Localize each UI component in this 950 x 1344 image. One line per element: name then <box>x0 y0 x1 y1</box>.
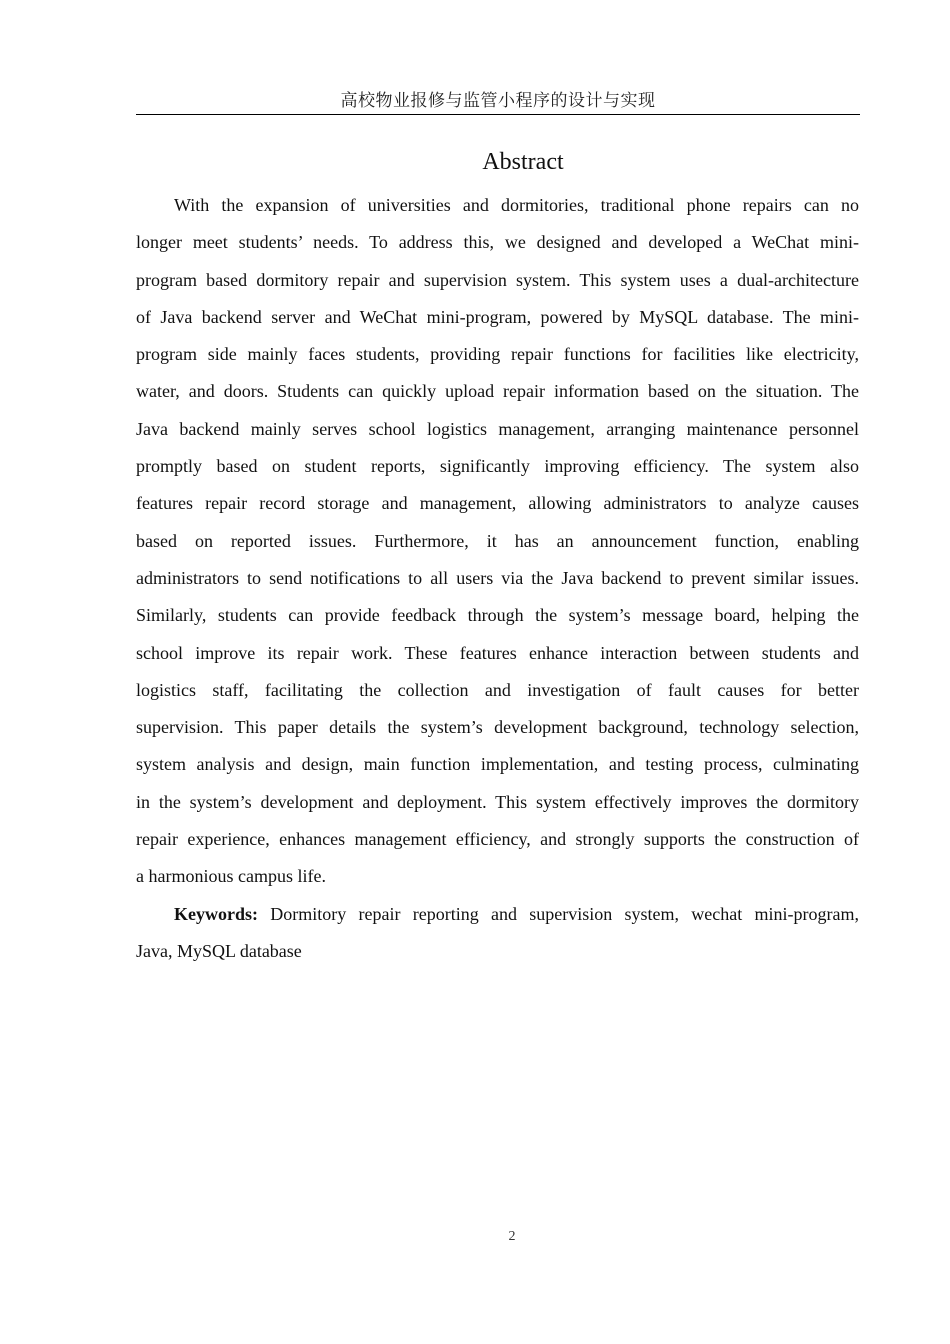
abstract-line: school improve its repair work. These features enhance interaction between students and <box>136 642 859 663</box>
keywords-continuation: Java, MySQL database <box>136 940 302 961</box>
abstract-line: system analysis and design, main function implementation, and testing process, culminating <box>136 754 859 775</box>
abstract-body <box>136 187 859 970</box>
abstract-line: features repair record storage and management, allowing administrators to analyze causes <box>136 493 859 514</box>
abstract-line: a harmonious campus life. <box>136 866 326 887</box>
abstract-line: logistics staff, facilitating the collection and investigation of fault causes for better <box>136 679 859 700</box>
keywords-text: Dormitory repair reporting and supervision system, wechat mini-program, <box>258 903 859 924</box>
abstract-line: Similarly, students can provide feedback through the system’s message board, helping the <box>136 605 859 626</box>
keywords-line <box>136 896 859 933</box>
abstract-line: administrators to send notifications to all users via the Java backend to prevent similar issues. <box>136 567 859 588</box>
abstract-heading: Abstract <box>482 149 564 175</box>
abstract-line: program based dormitory repair and supervision system. This system uses a dual-architecture <box>136 269 859 290</box>
abstract-line: With the expansion of universities and dormitories, traditional phone repairs can no <box>174 195 859 215</box>
abstract-line: water, and doors. Students can quickly upload repair information based on the situation. The <box>136 381 859 402</box>
abstract-line: based on reported issues. Furthermore, it has an announcement function, enabling <box>136 530 859 551</box>
abstract-line: program side mainly faces students, providing repair functions for facilities like electricity, <box>136 344 859 365</box>
page-number: 2 <box>508 1229 516 1244</box>
keywords-label: Keywords: <box>174 903 258 924</box>
abstract-line: repair experience, enhances management efficiency, and strongly supports the construction of <box>136 829 859 850</box>
abstract-line: Java backend mainly serves school logistics management, arranging maintenance personnel <box>136 418 859 439</box>
abstract-line: longer meet students’ needs. To address this, we designed and developed a WeChat mini- <box>136 232 859 253</box>
abstract-line: promptly based on student reports, significantly improving efficiency. The system also <box>136 456 859 477</box>
abstract-line: supervision. This paper details the system’s development background, technology selection, <box>136 717 859 738</box>
running-header-title: 高校物业报修与监管小程序的设计与实现 <box>340 91 656 111</box>
abstract-line: in the system’s development and deployment. This system effectively improves the dormitory <box>136 791 859 812</box>
abstract-line: of Java backend server and WeChat mini-program, powered by MySQL database. The mini- <box>136 306 859 327</box>
running-header <box>136 88 860 115</box>
